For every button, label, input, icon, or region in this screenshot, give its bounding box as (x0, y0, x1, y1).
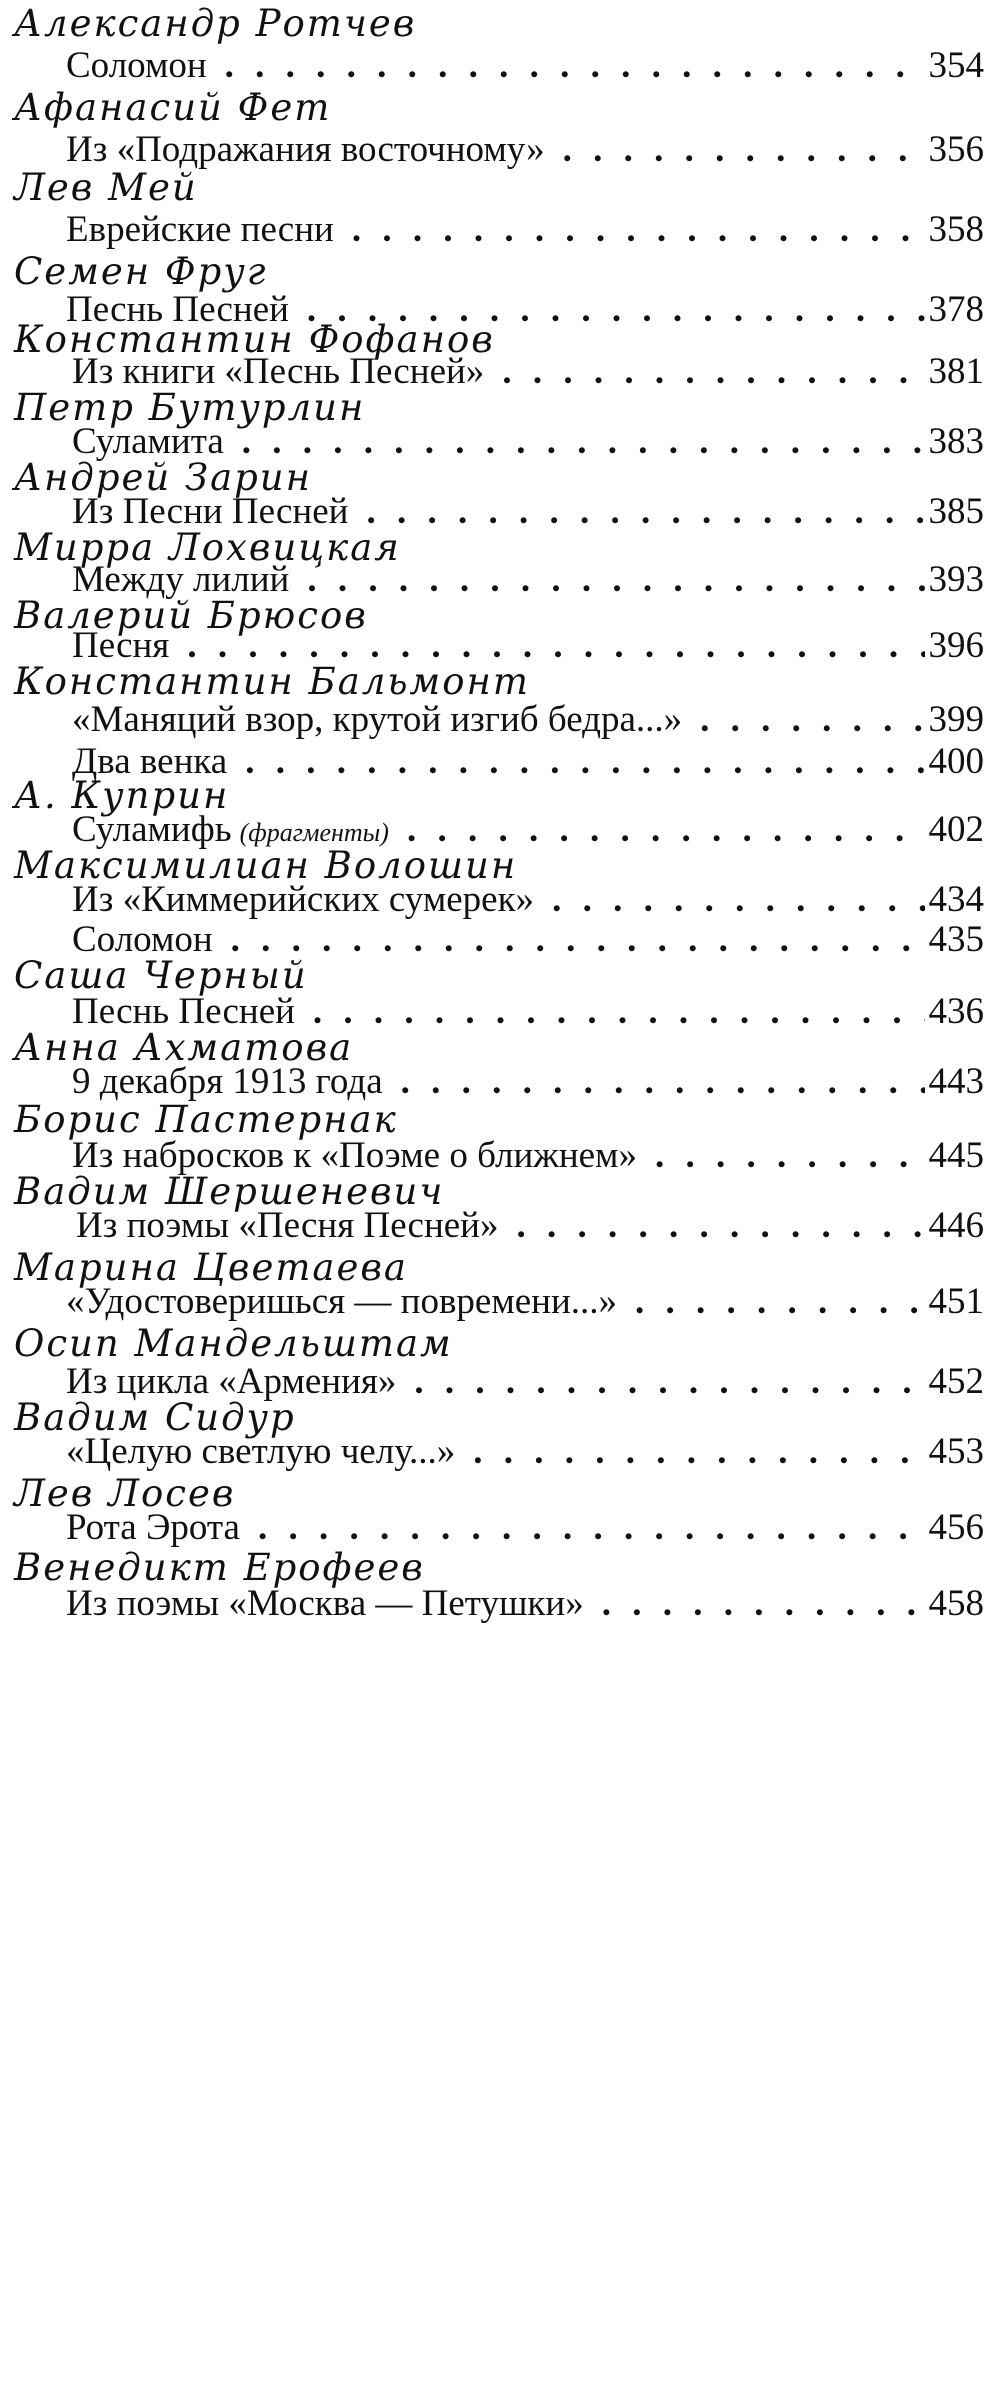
author-name: Константин Бальмонт (14, 660, 530, 703)
toc-entry[interactable] (72, 878, 984, 922)
toc-entry[interactable] (66, 44, 984, 88)
toc-entry[interactable] (72, 698, 984, 742)
entry-title: Соломон (72, 919, 213, 960)
page-number: 435 (928, 919, 984, 960)
entry-title: Из набросков к «Поэме о ближнем» (72, 1135, 637, 1176)
page-number: 434 (928, 879, 984, 920)
author-name: Марина Цветаева (14, 1246, 408, 1289)
page-number: 399 (928, 699, 984, 740)
dot-leader (516, 1204, 924, 1248)
author-name: Лев Лосев (14, 1472, 236, 1515)
entry-title: Из «Киммерийских сумерек» (72, 879, 535, 920)
page-number: 436 (928, 991, 984, 1032)
page-number: 443 (928, 1061, 984, 1102)
author-name: Валерий Брюсов (14, 594, 368, 637)
author-name: А. Куприн (14, 774, 230, 817)
entry-title: Песнь Песней (66, 289, 289, 330)
author-name: Александр Ротчев (14, 2, 417, 45)
toc-entry[interactable] (66, 1280, 984, 1324)
dot-leader (245, 740, 924, 784)
author-name: Константин Фофанов (14, 318, 495, 361)
toc-entry[interactable] (66, 128, 984, 172)
dot-leader (552, 878, 924, 922)
entry-title: Из поэмы «Москва — Петушки» (66, 1583, 584, 1624)
entry-title: Из книги «Песнь Песней» (72, 351, 485, 392)
author-name: Анна Ахматова (14, 1026, 354, 1069)
author-name: Венедикт Ерофеев (14, 1546, 425, 1589)
author-name: Петр Бутурлин (14, 386, 366, 429)
toc-entry[interactable] (76, 1204, 984, 1248)
dot-leader (352, 208, 925, 252)
dot-leader (502, 350, 924, 394)
page-number: 458 (928, 1583, 984, 1624)
entry-title: 9 декабря 1913 года (72, 1061, 383, 1102)
author-name: Андрей Зарин (14, 456, 313, 499)
page-number: 402 (928, 809, 984, 850)
page-number: 356 (928, 129, 984, 170)
entry-title: Из «Подражания восточному» (66, 129, 545, 170)
entry-title: Два венка (72, 741, 228, 782)
entry-title: Между лилий (72, 559, 290, 600)
author-name: Максимилиан Волошин (14, 844, 518, 887)
page-number: 451 (928, 1281, 984, 1322)
page-number: 393 (928, 559, 984, 600)
entry-title: «Маняций взор, крутой изгиб бедра...» (72, 699, 683, 740)
entry-title: Песня (72, 625, 170, 666)
author-name: Осип Мандельштам (14, 1322, 453, 1365)
entry-title: Из поэмы «Песня Песней» (76, 1205, 499, 1246)
toc-entry[interactable] (66, 208, 984, 252)
page-number: 452 (928, 1361, 984, 1402)
dot-leader (258, 1506, 925, 1550)
dot-leader (401, 1060, 925, 1104)
author-name: Борис Пастернак (14, 1098, 398, 1141)
author-name: Мирра Лохвицкая (14, 526, 401, 569)
dot-leader (231, 918, 925, 962)
page-number: 354 (928, 45, 984, 86)
page-number: 378 (928, 289, 984, 330)
entry-note: (фрагменты) (239, 818, 389, 847)
dot-leader (313, 990, 925, 1034)
page-number: 383 (928, 421, 984, 462)
toc-entry[interactable] (66, 1582, 984, 1626)
dot-leader (655, 1134, 925, 1178)
entry-title: Суламифь (72, 809, 232, 850)
toc-entry[interactable] (66, 1506, 984, 1550)
page-number: 453 (928, 1431, 984, 1472)
dot-leader (366, 490, 924, 534)
author-name: Саша Черный (14, 954, 308, 997)
entry-title: «Целую светлую челу...» (66, 1431, 456, 1472)
page-number: 400 (928, 741, 984, 782)
dot-leader (635, 1280, 924, 1324)
dot-leader (602, 1582, 925, 1626)
entry-title: «Удостоверишься — повремени...» (66, 1281, 618, 1322)
entry-title: Еврейские песни (66, 209, 334, 250)
page-number: 358 (928, 209, 984, 250)
author-name: Семен Фруг (14, 250, 268, 293)
page-number: 456 (928, 1507, 984, 1548)
entry-title: Из Песни Песней (72, 491, 349, 532)
author-name: Вадим Сидур (14, 1396, 296, 1439)
dot-leader (700, 698, 924, 742)
author-name: Лев Мей (14, 166, 198, 209)
page-number: 446 (928, 1205, 984, 1246)
entry-title: Соломон (66, 45, 207, 86)
author-name: Афанасий Фет (14, 86, 332, 129)
entry-title: Песнь Песней (72, 991, 295, 1032)
entry-title: Рота Эрота (66, 1507, 240, 1548)
dot-leader (473, 1430, 924, 1474)
author-name: Вадим Шершеневич (14, 1170, 445, 1213)
dot-leader (307, 558, 924, 602)
entry-title: Из цикла «Армения» (66, 1361, 397, 1402)
page-number: 381 (928, 351, 984, 392)
dot-leader (563, 128, 925, 172)
page-number: 445 (928, 1135, 984, 1176)
dot-leader (225, 44, 925, 88)
toc-entry[interactable] (66, 1430, 984, 1474)
page-number: 385 (928, 491, 984, 532)
dot-leader (242, 420, 925, 464)
dot-leader (414, 1360, 924, 1404)
entry-title: Суламита (72, 421, 224, 462)
page-number: 396 (928, 625, 984, 666)
